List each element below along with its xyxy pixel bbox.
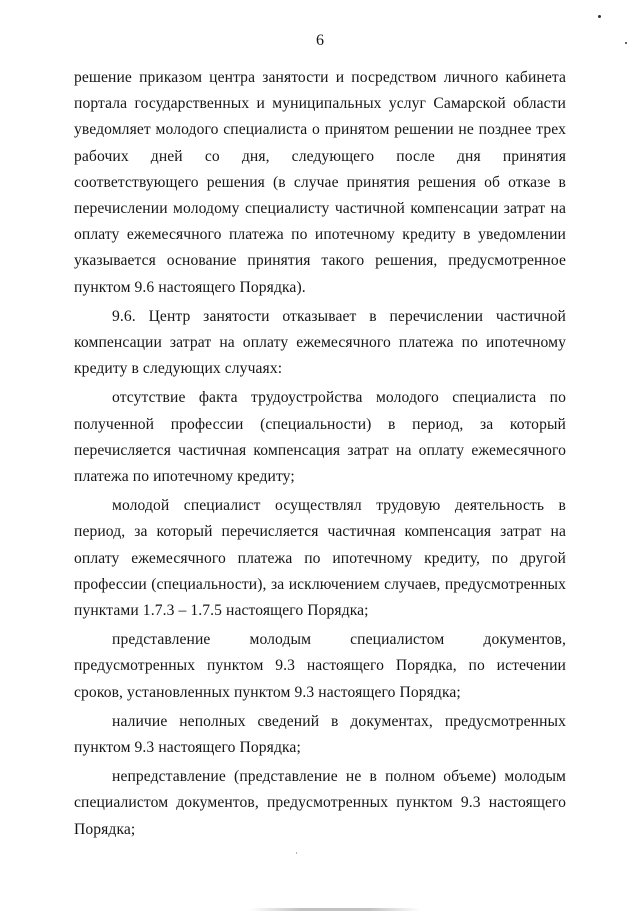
paragraph-reason-missing-documents: непредставление (представление не в полном объеме) молодым специалистом документов, предусмотренных пунктом 9.3 настоящего Порядка; [74, 768, 566, 838]
scan-speck [598, 15, 601, 18]
scan-speck [625, 42, 627, 44]
paragraph-reason-no-employment: отсутствие факта трудоустройства молодого специалиста по полученной профессии (специальности) в период, за который перечисляется частичная компенсация затрат на оплату ежемесячного платежа по ипотечному кредиту; [74, 389, 566, 486]
paragraph-reason-late-documents: представление молодым специалистом документов, предусмотренных пунктом 9.3 настоящего Порядка, по истечении сроков, установленных пунктом 9.3 настоящего Порядка; [74, 631, 566, 701]
paragraph-clause-9-6: 9.6. Центр занятости отказывает в перечислении частичной компенсации затрат на оплату ежемесячного платежа по ипотечному кредиту в следующих случаях: [74, 307, 566, 378]
paragraph-reason-incomplete-info: наличие неполных сведений в документах, предусмотренных пунктом 9.3 настоящего Порядка; [74, 712, 566, 757]
scan-speck [296, 852, 297, 854]
page-number: 6 [316, 32, 324, 49]
paragraph-reason-other-profession: молодой специалист осуществлял трудовую деятельность в период, за который перечисляется частичная компенсация затрат на оплату ежемесячного платежа по ипотечному кредиту, по другой профессии (специальности), за исключением случаев, предусмотренных пунктами 1.7.3 – 1.7.5 настоящего Порядка; [74, 497, 566, 620]
document-body [74, 65, 566, 843]
paragraph-continuation: решение приказом центра занятости и посредством личного кабинета портала государственных и муниципальных услуг Самарской области уведомляет молодого специалиста о принятом решении не позднее трех рабочих дней со дня, следующего после дня принятия соответствующего решения (в случае принятия решения об отказе в перечислении молодому специалисту частичной компенсации затрат на оплату ежемесячного платежа по ипотечному кредиту в уведомлении указывается основание принятия такого решения, предусмотренное пунктом 9.6 настоящего Порядка). [74, 69, 566, 296]
